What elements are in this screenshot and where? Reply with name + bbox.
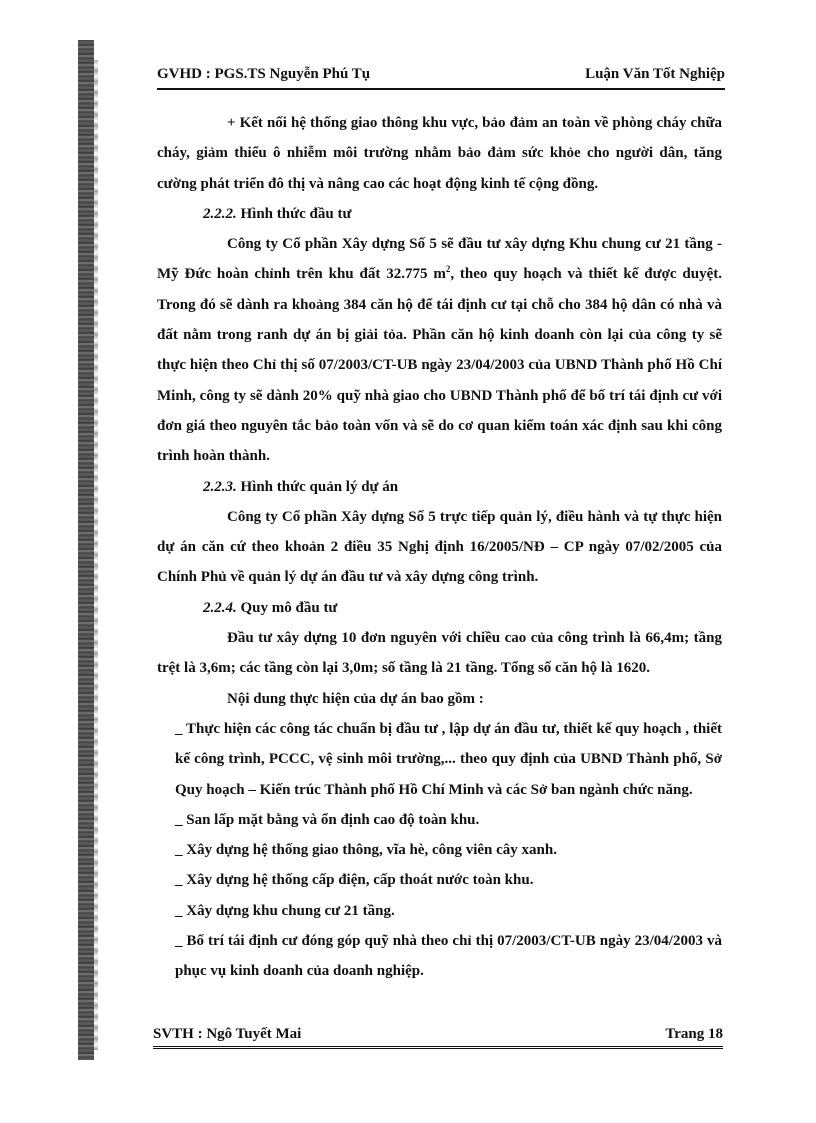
list-intro: Nội dung thực hiện của dự án bao gồm : xyxy=(227,690,484,707)
list-item: _ San lấp mặt bằng và ổn định cao độ toàn khu. xyxy=(175,811,480,828)
scan-binding-edge xyxy=(78,40,94,1060)
superscript-2: 2 xyxy=(445,264,451,275)
section-heading-2-2-4 xyxy=(157,593,722,623)
scan-binding-shadow xyxy=(94,60,98,1050)
section-title: Quy mô đầu tư xyxy=(240,599,338,616)
intro-paragraph: + Kết nối hệ thống giao thông khu vực, bảo đảm an toàn về phòng cháy chữa cháy, giảm thiểu ô nhiễm môi trường nhằm bảo đảm sức khỏe cho người dân, tăng cường phát triển đô thị và nâng cao các hoạt động kinh tế cộng đồng. xyxy=(157,115,722,192)
page-header xyxy=(157,64,725,90)
list-item: _ Xây dựng hệ thống giao thông, vĩa hè, công viên cây xanh. xyxy=(175,842,557,859)
body-part-b: , theo quy hoạch và thiết kế được duyệt. Trong đó sẽ dành ra khoảng 384 căn hộ để tái định cư tại chỗ cho 384 hộ dân có nhà và đất nằm trong ranh dự án bị giải tỏa. Phần căn hộ kinh doanh còn lại của công ty sẽ thực hiện theo Chỉ thị số 07/2003/CT-UB ngày 23/04/2003 của UBND Thành phố Hồ Chí Minh, công ty sẽ dành 20% quỹ nhà giao cho UBND Thành phố để bố trí tái định cư với đơn giá theo nguyên tắc bảo toàn vốn và sẽ do cơ quan kiểm toán xác định sau khi công trình hoàn thành. xyxy=(157,266,722,465)
list-item: _ Thực hiện các công tác chuẩn bị đầu tư , lập dự án đầu tư, thiết kế quy hoạch , thiết kế công trình, PCCC, vệ sinh môi trường,... theo quy định của UBND Thành phố, Sở Quy hoạch – Kiến trúc Thành phố Hồ Chí Minh và các Sở ban ngành chức năng. xyxy=(175,720,722,798)
header-advisor: GVHD : PGS.TS Nguyễn Phú Tụ xyxy=(157,66,371,82)
section-number: 2.2.3. xyxy=(203,478,237,495)
section-heading-2-2-2 xyxy=(157,199,722,229)
section-heading-2-2-3 xyxy=(157,472,722,502)
header-thesis-title: Luận Văn Tốt Nghiệp xyxy=(585,66,725,82)
page-number: Trang 18 xyxy=(665,1026,723,1042)
page-body xyxy=(157,108,722,987)
list-item: _ Xây dựng khu chung cư 21 tầng. xyxy=(175,902,395,919)
footer-student: SVTH : Ngô Tuyết Mai xyxy=(153,1026,302,1042)
section-title: Hình thức đầu tư xyxy=(240,205,352,222)
section-2-2-4-body: Đầu tư xây dựng 10 đơn nguyên với chiều cao của công trình là 66,4m; tầng trệt là 3,6m; các tầng còn lại 3,0m; số tầng là 21 tầng. Tổng số căn hộ là 1620. xyxy=(157,630,722,677)
section-number: 2.2.4. xyxy=(203,599,237,616)
section-title: Hình thức quản lý dự án xyxy=(240,478,399,495)
list-item: _ Bố trí tái định cư đóng góp quỹ nhà theo chỉ thị 07/2003/CT-UB ngày 23/04/2003 và phục vụ kinh doanh của doanh nghiệp. xyxy=(175,933,722,980)
body-part-a: Công ty Cổ phần Xây dựng Số 5 sẽ đầu tư xây dựng Khu chung cư 21 tầng - Mỹ Đức hoàn chỉnh trên khu đất 32.775 m xyxy=(157,236,722,283)
section-2-2-3-body: Công ty Cổ phần Xây dựng Số 5 trực tiếp quản lý, điều hành và tự thực hiện dự án căn cứ theo khoản 2 điều 35 Nghị định 16/2005/NĐ – CP ngày 07/02/2005 của Chính Phủ về quản lý dự án đầu tư và xây dựng công trình. xyxy=(157,508,722,586)
section-number: 2.2.2. xyxy=(203,205,237,222)
list-item: _ Xây dựng hệ thống cấp điện, cấp thoát nước toàn khu. xyxy=(175,872,534,889)
section-2-2-2-body xyxy=(157,229,722,471)
page-footer xyxy=(153,1024,723,1049)
